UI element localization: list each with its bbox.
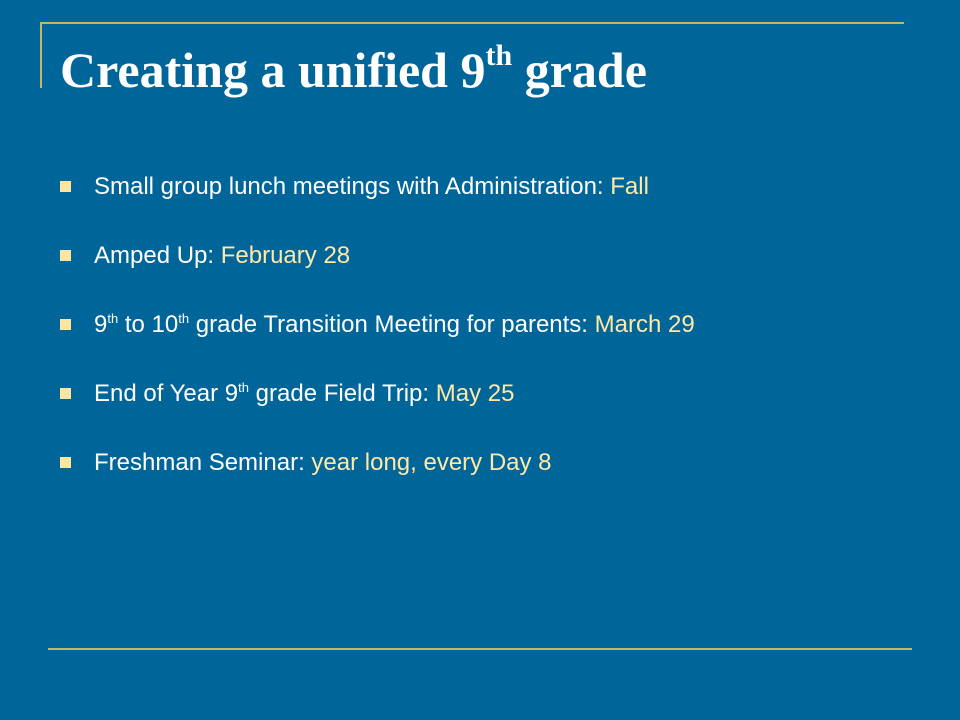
slide-title [60,38,647,102]
square-bullet-icon [60,388,71,399]
bullet-item [60,302,920,347]
bottom-rule [48,648,912,650]
bullet-text: Small group lunch meetings with Administration: [94,173,611,200]
bullet-date: Fall [610,173,649,200]
bullet-text: grade Field Trip: [248,380,436,407]
bullet-text: Freshman Seminar: [94,449,312,476]
bullet-date: year long, every Day 8 [311,449,552,476]
bullet-text: Amped Up: [94,242,221,269]
bullet-date: May 25 [435,380,515,407]
title-superscript: th [485,39,513,73]
bullet-list [60,164,920,509]
bullet-item [60,371,920,416]
square-bullet-icon [60,181,71,192]
square-bullet-icon [60,250,71,261]
bullet-text: grade Transition Meeting for parents: [189,311,595,338]
bullet-text: End of Year 9 [94,380,239,407]
title-end: grade [512,42,647,98]
superscript: th [107,311,119,326]
bullet-date: February 28 [220,242,351,269]
bullet-date: March 29 [594,311,695,338]
bullet-item [60,164,920,209]
bullet-text: 9 [94,311,108,338]
square-bullet-icon [60,319,71,330]
top-rule [40,22,904,24]
left-rule [40,22,42,88]
bullet-item [60,440,920,485]
bullet-item [60,233,920,278]
superscript: th [178,311,190,326]
square-bullet-icon [60,457,71,468]
title-main: Creating a unified 9 [60,42,486,98]
bullet-text: to 10 [118,311,179,338]
superscript: th [238,380,249,395]
